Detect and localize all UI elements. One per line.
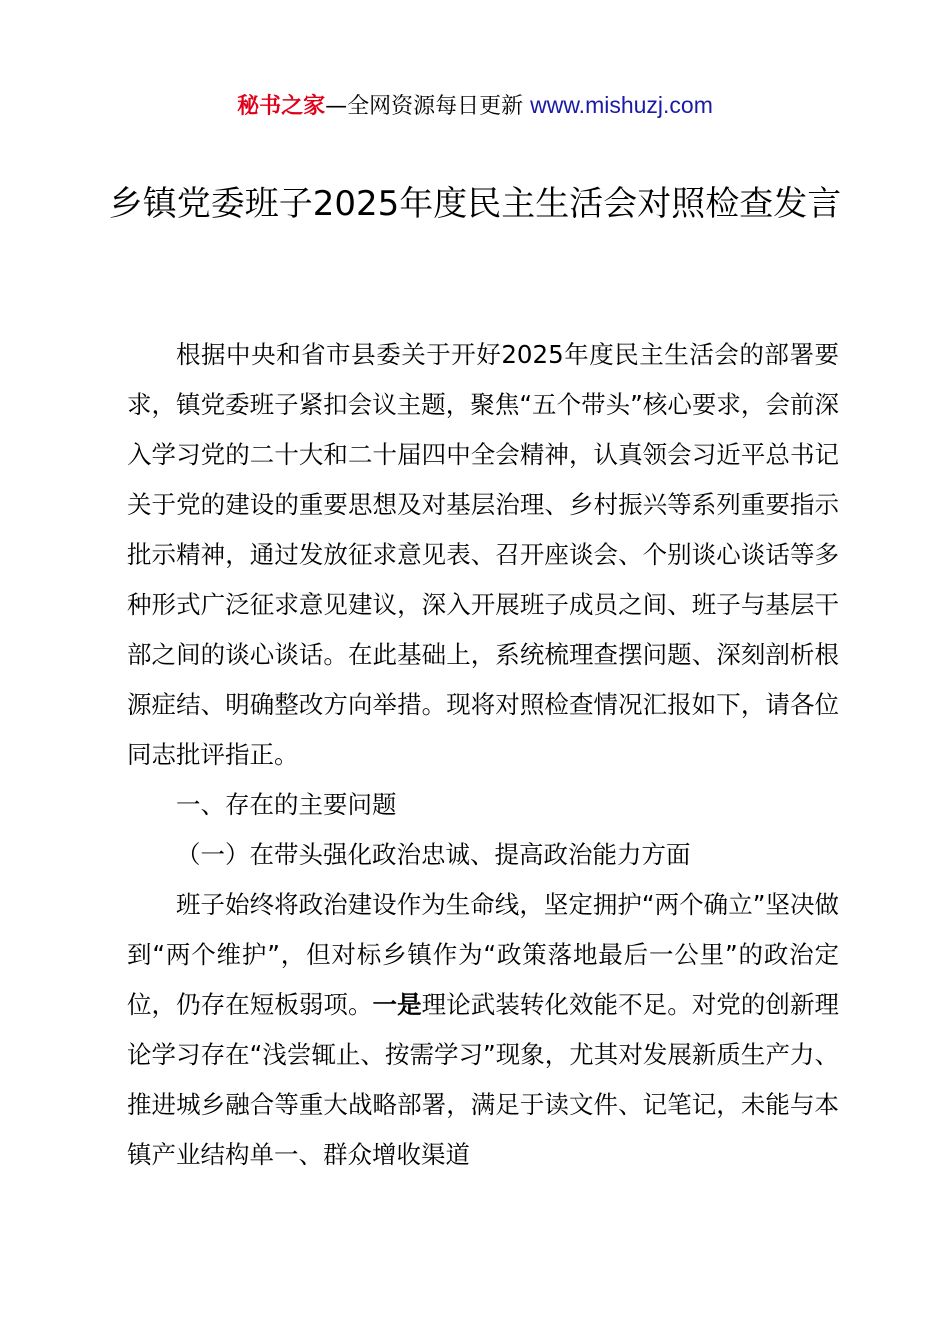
site-url-link[interactable]: www.mishuzj.com	[530, 92, 713, 118]
section-heading: 一、存在的主要问题	[176, 790, 397, 819]
site-brand: 秘书之家	[237, 94, 326, 119]
site-header	[0, 88, 950, 124]
paragraph-text: 班子始终将政治建设作为生命线，坚定拥护“两个确立”坚决做到“两个维护”，但对标乡镇作为“政策落地最后一公里”的政治定位，仍存在短板弱项。	[127, 890, 839, 1019]
paragraph-text-continued: 理论武装转化效能不足。对党的创新理论学习存在“浅尝辄止、按需学习”现象，尤其对发展新质生产力、推进城乡融合等重大战略部署，满足于读文件、记笔记，未能与本镇产业结构单一、群众增收渠道	[127, 990, 840, 1169]
document-title: 乡镇党委班子2025年度民主生活会对照检查发言	[108, 184, 842, 224]
site-tagline: —全网资源每日更新	[325, 94, 531, 119]
emphasis-text: 一是	[372, 990, 422, 1019]
intro-paragraph: 根据中央和省市县委关于开好2025年度民主生活会的部署要求，镇党委班子紧扣会议主题，聚焦“五个带头”核心要求，会前深入学习党的二十大和二十届四中全会精神，认真领会习近平总书记关于党的建设的重要思想及对基层治理、乡村振兴等系列重要指示批示精神，通过发放征求意见表、召开座谈会、个别谈心谈话等多种形式广泛征求意见建议，深入开展班子成员之间、班子与基层干部之间的谈心谈话。在此基础上，系统梳理查摆问题、深刻剖析根源症结、明确整改方向举措。现将对照检查情况汇报如下，请各位同志批评指正。	[127, 340, 839, 769]
body-paragraph	[127, 880, 839, 1180]
subsection-heading: （一）在带头强化政治忠诚、提高政治能力方面	[176, 840, 691, 869]
document-body	[127, 330, 839, 1180]
